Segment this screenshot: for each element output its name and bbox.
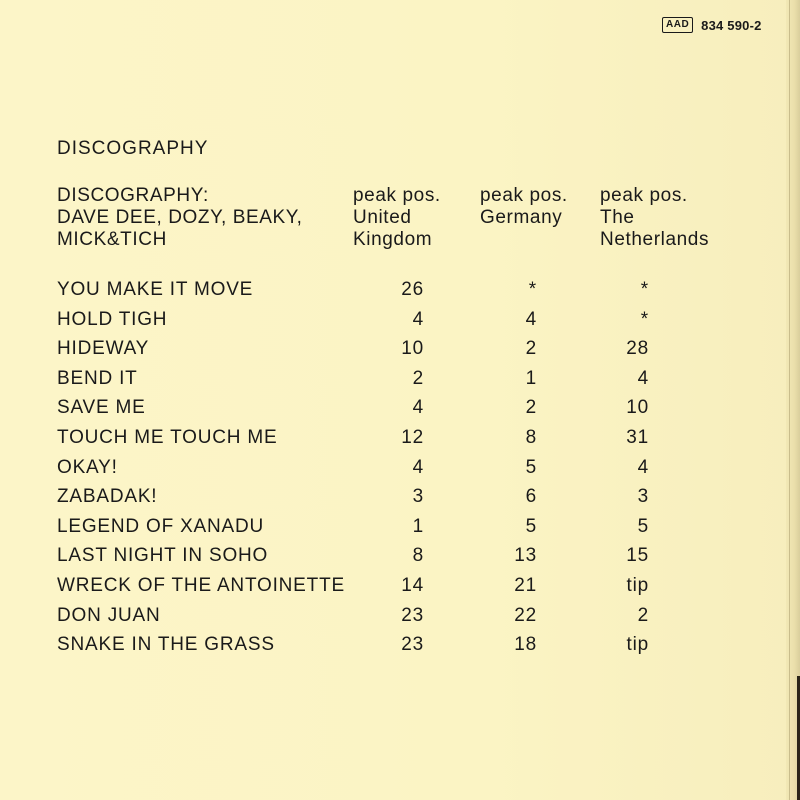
header-uk-column <box>353 185 473 251</box>
song-title: HIDEWAY <box>57 338 150 360</box>
netherlands-peak: * <box>640 279 649 300</box>
fold-line <box>789 0 790 800</box>
germany-peak: 21 <box>514 574 537 596</box>
header-netherlands-line: Netherlands <box>600 229 710 250</box>
uk-peak: 14 <box>401 574 424 596</box>
netherlands-peak: 31 <box>626 426 649 448</box>
table-row <box>57 275 697 305</box>
uk-peak: 2 <box>412 367 424 389</box>
germany-peak: 5 <box>525 456 537 478</box>
table-row <box>57 453 697 483</box>
table-row <box>57 423 697 453</box>
uk-peak: 26 <box>401 279 424 300</box>
netherlands-peak: tip <box>626 634 649 656</box>
germany-peak: 8 <box>525 426 537 448</box>
netherlands-peak: * <box>640 308 649 330</box>
table-row <box>57 512 697 542</box>
uk-peak: 23 <box>401 604 424 626</box>
table-row <box>57 601 697 631</box>
uk-peak: 4 <box>412 456 424 478</box>
song-title: WRECK OF THE ANTOINETTE <box>57 574 345 596</box>
header-title-column <box>57 185 347 251</box>
header-uk-line: United <box>353 207 412 228</box>
uk-peak: 4 <box>412 397 424 419</box>
header-netherlands-line: The <box>600 207 635 228</box>
aad-badge: AAD <box>662 17 693 33</box>
header-germany-line: Germany <box>480 207 563 228</box>
netherlands-peak: 10 <box>626 397 649 419</box>
song-title: TOUCH ME TOUCH ME <box>57 426 278 448</box>
song-title: DON JUAN <box>57 604 161 626</box>
catalog-number: 834 590-2 <box>701 17 762 33</box>
header-title-line: DAVE DEE, DOZY, BEAKY, <box>57 207 303 228</box>
uk-peak: 12 <box>401 426 424 448</box>
header-netherlands-column <box>600 185 740 251</box>
uk-peak: 1 <box>412 515 424 537</box>
germany-peak: 13 <box>514 545 537 567</box>
table-row <box>57 364 697 394</box>
song-title: LAST NIGHT IN SOHO <box>57 545 269 567</box>
song-title: HOLD TIGH <box>57 308 168 330</box>
header-uk-line: peak pos. <box>353 185 441 206</box>
header-title-line: DISCOGRAPHY: <box>57 185 209 206</box>
table-row <box>57 305 697 335</box>
header-germany-line: peak pos. <box>480 185 568 206</box>
table-row <box>57 393 697 423</box>
germany-peak: 2 <box>525 338 537 360</box>
song-title: ZABADAK! <box>57 486 158 508</box>
table-row <box>57 334 697 364</box>
uk-peak: 4 <box>412 308 424 330</box>
page-title: DISCOGRAPHY <box>57 138 209 159</box>
header-uk-line: Kingdom <box>353 229 433 250</box>
germany-peak: 2 <box>525 397 537 419</box>
song-title: SAVE ME <box>57 397 146 419</box>
uk-peak: 10 <box>401 338 424 360</box>
netherlands-peak: 28 <box>626 338 649 360</box>
netherlands-peak: tip <box>626 574 649 596</box>
discography-table <box>57 275 697 660</box>
song-title: SNAKE IN THE GRASS <box>57 634 275 656</box>
uk-peak: 3 <box>412 486 424 508</box>
uk-peak: 23 <box>401 634 424 656</box>
song-title: YOU MAKE IT MOVE <box>57 279 254 300</box>
germany-peak: 18 <box>514 634 537 656</box>
germany-peak: * <box>528 279 537 300</box>
netherlands-peak: 15 <box>626 545 649 567</box>
netherlands-peak: 5 <box>637 515 649 537</box>
song-title: OKAY! <box>57 456 118 478</box>
song-title: BEND IT <box>57 367 138 389</box>
netherlands-peak: 4 <box>637 456 649 478</box>
germany-peak: 5 <box>525 515 537 537</box>
song-title: LEGEND OF XANADU <box>57 515 265 537</box>
table-row <box>57 541 697 571</box>
uk-peak: 8 <box>412 545 424 567</box>
germany-peak: 6 <box>525 486 537 508</box>
germany-peak: 4 <box>525 308 537 330</box>
table-row <box>57 482 697 512</box>
netherlands-peak: 4 <box>637 367 649 389</box>
header-germany-column <box>480 185 590 229</box>
header-netherlands-line: peak pos. <box>600 185 688 206</box>
germany-peak: 1 <box>525 367 537 389</box>
netherlands-peak: 3 <box>637 486 649 508</box>
germany-peak: 22 <box>514 604 537 626</box>
table-row <box>57 630 697 660</box>
netherlands-peak: 2 <box>637 604 649 626</box>
catalog-info <box>662 16 762 34</box>
header-title-line: MICK&TICH <box>57 229 167 250</box>
table-row <box>57 571 697 601</box>
